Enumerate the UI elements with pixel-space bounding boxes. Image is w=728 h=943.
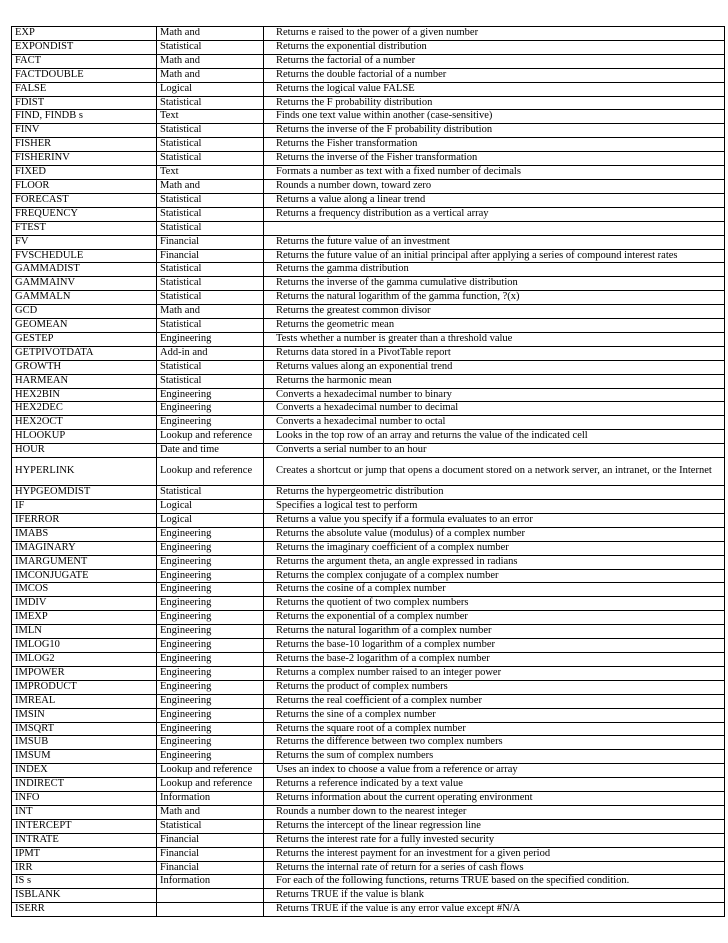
- function-name-cell: IMARGUMENT: [12, 555, 157, 569]
- function-category-cell: Engineering: [157, 527, 264, 541]
- table-row: [12, 555, 725, 569]
- function-category-cell: Lookup and reference: [157, 430, 264, 444]
- function-category-cell: Statistical: [157, 40, 264, 54]
- table-row: [12, 40, 725, 54]
- function-category-cell: Engineering: [157, 332, 264, 346]
- function-category-cell: Engineering: [157, 541, 264, 555]
- function-name-cell: IF: [12, 500, 157, 514]
- function-category-cell: Statistical: [157, 291, 264, 305]
- function-name-cell: IMSQRT: [12, 722, 157, 736]
- function-category-cell: Text: [157, 166, 264, 180]
- table-row: [12, 430, 725, 444]
- table-row: [12, 82, 725, 96]
- function-name-cell: GAMMALN: [12, 291, 157, 305]
- function-name-cell: HYPERLINK: [12, 458, 157, 486]
- function-category-cell: Statistical: [157, 486, 264, 500]
- function-description-cell: Returns data stored in a PivotTable report: [264, 346, 725, 360]
- table-row: [12, 903, 725, 917]
- table-row: [12, 166, 725, 180]
- table-row: [12, 291, 725, 305]
- table-row: [12, 736, 725, 750]
- table-row: [12, 680, 725, 694]
- function-category-cell: Statistical: [157, 374, 264, 388]
- function-name-cell: IS s: [12, 875, 157, 889]
- function-category-cell: Engineering: [157, 625, 264, 639]
- function-name-cell: GAMMAINV: [12, 277, 157, 291]
- function-description-cell: Specifies a logical test to perform: [264, 500, 725, 514]
- function-description-cell: Finds one text value within another (case-sensitive): [264, 110, 725, 124]
- function-name-cell: HEX2BIN: [12, 388, 157, 402]
- function-description-cell: Returns the exponential of a complex number: [264, 611, 725, 625]
- table-row: [12, 152, 725, 166]
- table-row: [12, 639, 725, 653]
- table-row: [12, 124, 725, 138]
- table-row: [12, 277, 725, 291]
- function-category-cell: Math and: [157, 805, 264, 819]
- table-row: [12, 263, 725, 277]
- function-name-cell: FVSCHEDULE: [12, 249, 157, 263]
- function-description-cell: Returns the inverse of the gamma cumulative distribution: [264, 277, 725, 291]
- function-category-cell: Statistical: [157, 819, 264, 833]
- function-name-cell: IMLOG2: [12, 652, 157, 666]
- function-category-cell: Math and: [157, 27, 264, 41]
- function-description-cell: Returns the inverse of the F probability distribution: [264, 124, 725, 138]
- function-description-cell: Converts a hexadecimal number to octal: [264, 416, 725, 430]
- function-description-cell: Returns the inverse of the Fisher transformation: [264, 152, 725, 166]
- function-description-cell: Returns the double factorial of a number: [264, 68, 725, 82]
- function-category-cell: Statistical: [157, 263, 264, 277]
- function-category-cell: Engineering: [157, 639, 264, 653]
- function-category-cell: Math and: [157, 305, 264, 319]
- function-category-cell: Math and: [157, 179, 264, 193]
- table-row: [12, 611, 725, 625]
- function-description-cell: Returns the square root of a complex number: [264, 722, 725, 736]
- function-category-cell: Financial: [157, 861, 264, 875]
- function-name-cell: FLOOR: [12, 179, 157, 193]
- function-name-cell: FIND, FINDB s: [12, 110, 157, 124]
- table-row: [12, 764, 725, 778]
- function-name-cell: INDIRECT: [12, 778, 157, 792]
- table-row: [12, 847, 725, 861]
- function-description-cell: Returns the harmonic mean: [264, 374, 725, 388]
- function-category-cell: Engineering: [157, 416, 264, 430]
- function-description-cell: Rounds a number down to the nearest integer: [264, 805, 725, 819]
- function-description-cell: Returns a value you specify if a formula evaluates to an error: [264, 513, 725, 527]
- table-row: [12, 833, 725, 847]
- function-name-cell: IMLN: [12, 625, 157, 639]
- table-row: [12, 458, 725, 486]
- table-row: [12, 513, 725, 527]
- function-name-cell: IMCOS: [12, 583, 157, 597]
- table-row: [12, 889, 725, 903]
- function-description-cell: Returns the cosine of a complex number: [264, 583, 725, 597]
- function-category-cell: Engineering: [157, 583, 264, 597]
- function-name-cell: HOUR: [12, 444, 157, 458]
- function-name-cell: IMREAL: [12, 694, 157, 708]
- function-name-cell: GAMMADIST: [12, 263, 157, 277]
- table-row: [12, 346, 725, 360]
- function-description-cell: Returns the natural logarithm of a complex number: [264, 625, 725, 639]
- function-description-cell: Returns e raised to the power of a given number: [264, 27, 725, 41]
- function-description-cell: Returns TRUE if the value is blank: [264, 889, 725, 903]
- function-description-cell: Returns the internal rate of return for a series of cash flows: [264, 861, 725, 875]
- function-description-cell: Returns the gamma distribution: [264, 263, 725, 277]
- table-row: [12, 708, 725, 722]
- function-description-cell: Returns the future value of an initial principal after applying a series of compound interest rates: [264, 249, 725, 263]
- function-name-cell: IMABS: [12, 527, 157, 541]
- table-row: [12, 416, 725, 430]
- function-category-cell: Math and: [157, 54, 264, 68]
- function-category-cell: Information: [157, 875, 264, 889]
- function-name-cell: IMLOG10: [12, 639, 157, 653]
- function-name-cell: INTRATE: [12, 833, 157, 847]
- function-category-cell: Engineering: [157, 652, 264, 666]
- table-row: [12, 193, 725, 207]
- function-name-cell: HARMEAN: [12, 374, 157, 388]
- function-category-cell: Lookup and reference: [157, 764, 264, 778]
- table-row: [12, 750, 725, 764]
- function-name-cell: FINV: [12, 124, 157, 138]
- function-name-cell: FREQUENCY: [12, 207, 157, 221]
- function-description-cell: Converts a hexadecimal number to binary: [264, 388, 725, 402]
- function-description-cell: Returns the greatest common divisor: [264, 305, 725, 319]
- table-row: [12, 805, 725, 819]
- function-description-cell: Returns the sum of complex numbers: [264, 750, 725, 764]
- function-name-cell: GCD: [12, 305, 157, 319]
- function-name-cell: ISERR: [12, 903, 157, 917]
- function-description-cell: Returns the intercept of the linear regression line: [264, 819, 725, 833]
- table-row: [12, 861, 725, 875]
- table-row: [12, 527, 725, 541]
- function-name-cell: INFO: [12, 792, 157, 806]
- function-category-cell: Logical: [157, 82, 264, 96]
- function-category-cell: Text: [157, 110, 264, 124]
- function-category-cell: Statistical: [157, 319, 264, 333]
- function-name-cell: IRR: [12, 861, 157, 875]
- function-description-cell: Returns the future value of an investment: [264, 235, 725, 249]
- table-row: [12, 319, 725, 333]
- table-row: [12, 138, 725, 152]
- function-category-cell: Financial: [157, 847, 264, 861]
- table-row: [12, 207, 725, 221]
- function-description-cell: Returns the quotient of two complex numbers: [264, 597, 725, 611]
- table-row: [12, 583, 725, 597]
- table-row: [12, 694, 725, 708]
- function-category-cell: Lookup and reference: [157, 778, 264, 792]
- function-name-cell: GROWTH: [12, 360, 157, 374]
- function-description-cell: Returns the sine of a complex number: [264, 708, 725, 722]
- function-category-cell: Financial: [157, 235, 264, 249]
- function-description-cell: Returns the interest rate for a fully invested security: [264, 833, 725, 847]
- function-name-cell: IMSUM: [12, 750, 157, 764]
- function-category-cell: [157, 903, 264, 917]
- function-category-cell: Statistical: [157, 277, 264, 291]
- table-row: [12, 249, 725, 263]
- table-row: [12, 792, 725, 806]
- function-name-cell: ISBLANK: [12, 889, 157, 903]
- function-name-cell: HLOOKUP: [12, 430, 157, 444]
- function-description-cell: Returns the hypergeometric distribution: [264, 486, 725, 500]
- table-row: [12, 444, 725, 458]
- table-row: [12, 179, 725, 193]
- function-name-cell: INDEX: [12, 764, 157, 778]
- function-description-cell: Returns the argument theta, an angle expressed in radians: [264, 555, 725, 569]
- function-category-cell: Engineering: [157, 388, 264, 402]
- function-description-cell: Looks in the top row of an array and returns the value of the indicated cell: [264, 430, 725, 444]
- table-row: [12, 388, 725, 402]
- function-name-cell: GEOMEAN: [12, 319, 157, 333]
- function-name-cell: HEX2OCT: [12, 416, 157, 430]
- function-category-cell: Financial: [157, 249, 264, 263]
- function-category-cell: Math and: [157, 68, 264, 82]
- function-category-cell: Engineering: [157, 555, 264, 569]
- function-name-cell: INTERCEPT: [12, 819, 157, 833]
- function-description-cell: Returns the factorial of a number: [264, 54, 725, 68]
- table-row: [12, 221, 725, 235]
- function-description-cell: Returns the geometric mean: [264, 319, 725, 333]
- function-name-cell: FISHER: [12, 138, 157, 152]
- table-row: [12, 235, 725, 249]
- function-description-cell: Returns the interest payment for an investment for a given period: [264, 847, 725, 861]
- function-name-cell: IFERROR: [12, 513, 157, 527]
- function-name-cell: FACTDOUBLE: [12, 68, 157, 82]
- table-row: [12, 569, 725, 583]
- function-category-cell: Engineering: [157, 611, 264, 625]
- function-table-body: [12, 27, 725, 917]
- function-category-cell: [157, 889, 264, 903]
- function-category-cell: Engineering: [157, 736, 264, 750]
- function-name-cell: FORECAST: [12, 193, 157, 207]
- function-name-cell: FISHERINV: [12, 152, 157, 166]
- function-category-cell: Engineering: [157, 680, 264, 694]
- function-description-cell: Converts a serial number to an hour: [264, 444, 725, 458]
- function-name-cell: FALSE: [12, 82, 157, 96]
- function-category-cell: Financial: [157, 833, 264, 847]
- function-description-cell: Returns a frequency distribution as a vertical array: [264, 207, 725, 221]
- function-description-cell: Returns a complex number raised to an integer power: [264, 666, 725, 680]
- function-description-cell: Converts a hexadecimal number to decimal: [264, 402, 725, 416]
- function-description-cell: Returns the real coefficient of a complex number: [264, 694, 725, 708]
- function-description-cell: Returns a value along a linear trend: [264, 193, 725, 207]
- function-category-cell: Date and time: [157, 444, 264, 458]
- table-row: [12, 68, 725, 82]
- function-description-cell: Returns the base-2 logarithm of a complex number: [264, 652, 725, 666]
- function-name-cell: IMPRODUCT: [12, 680, 157, 694]
- function-category-cell: Engineering: [157, 597, 264, 611]
- function-name-cell: IMCONJUGATE: [12, 569, 157, 583]
- function-name-cell: IMSIN: [12, 708, 157, 722]
- table-row: [12, 96, 725, 110]
- function-description-cell: Uses an index to choose a value from a reference or array: [264, 764, 725, 778]
- function-description-cell: Returns the absolute value (modulus) of a complex number: [264, 527, 725, 541]
- function-name-cell: EXP: [12, 27, 157, 41]
- function-description-cell: Returns the Fisher transformation: [264, 138, 725, 152]
- function-name-cell: IMDIV: [12, 597, 157, 611]
- function-description-cell: Rounds a number down, toward zero: [264, 179, 725, 193]
- table-row: [12, 500, 725, 514]
- function-description-cell: [264, 221, 725, 235]
- table-row: [12, 875, 725, 889]
- table-row: [12, 27, 725, 41]
- function-description-cell: For each of the following functions, returns TRUE based on the specified condition.: [264, 875, 725, 889]
- table-row: [12, 360, 725, 374]
- table-row: [12, 597, 725, 611]
- function-category-cell: Logical: [157, 500, 264, 514]
- function-description-cell: Returns the natural logarithm of the gamma function, ?(x): [264, 291, 725, 305]
- function-category-cell: Engineering: [157, 569, 264, 583]
- function-category-cell: Engineering: [157, 750, 264, 764]
- function-name-cell: HYPGEOMDIST: [12, 486, 157, 500]
- table-row: [12, 54, 725, 68]
- function-table: [11, 26, 725, 917]
- function-name-cell: IMPOWER: [12, 666, 157, 680]
- function-description-cell: Returns the imaginary coefficient of a complex number: [264, 541, 725, 555]
- function-description-cell: Returns the product of complex numbers: [264, 680, 725, 694]
- function-description-cell: Formats a number as text with a fixed number of decimals: [264, 166, 725, 180]
- function-name-cell: GETPIVOTDATA: [12, 346, 157, 360]
- function-category-cell: Statistical: [157, 360, 264, 374]
- function-description-cell: Returns the base-10 logarithm of a complex number: [264, 639, 725, 653]
- function-category-cell: Engineering: [157, 666, 264, 680]
- function-name-cell: HEX2DEC: [12, 402, 157, 416]
- function-name-cell: FACT: [12, 54, 157, 68]
- function-name-cell: FDIST: [12, 96, 157, 110]
- function-description-cell: Returns the F probability distribution: [264, 96, 725, 110]
- function-description-cell: Returns the complex conjugate of a complex number: [264, 569, 725, 583]
- function-description-cell: Returns the difference between two complex numbers: [264, 736, 725, 750]
- function-name-cell: FIXED: [12, 166, 157, 180]
- function-category-cell: Statistical: [157, 124, 264, 138]
- table-row: [12, 819, 725, 833]
- table-row: [12, 110, 725, 124]
- function-description-cell: Returns TRUE if the value is any error value except #N/A: [264, 903, 725, 917]
- function-name-cell: FTEST: [12, 221, 157, 235]
- function-category-cell: Logical: [157, 513, 264, 527]
- function-name-cell: FV: [12, 235, 157, 249]
- function-name-cell: IPMT: [12, 847, 157, 861]
- function-category-cell: Statistical: [157, 193, 264, 207]
- function-description-cell: Creates a shortcut or jump that opens a document stored on a network server, an intranet, or the Internet: [264, 458, 725, 486]
- function-description-cell: Returns the exponential distribution: [264, 40, 725, 54]
- table-row: [12, 402, 725, 416]
- function-description-cell: Returns the logical value FALSE: [264, 82, 725, 96]
- function-category-cell: Statistical: [157, 152, 264, 166]
- function-category-cell: Add-in and: [157, 346, 264, 360]
- function-description-cell: Returns a reference indicated by a text value: [264, 778, 725, 792]
- function-category-cell: Lookup and reference: [157, 458, 264, 486]
- table-row: [12, 778, 725, 792]
- function-description-cell: Returns values along an exponential trend: [264, 360, 725, 374]
- function-name-cell: EXPONDIST: [12, 40, 157, 54]
- function-name-cell: GESTEP: [12, 332, 157, 346]
- table-row: [12, 332, 725, 346]
- function-category-cell: Information: [157, 792, 264, 806]
- function-name-cell: IMEXP: [12, 611, 157, 625]
- function-name-cell: INT: [12, 805, 157, 819]
- table-row: [12, 374, 725, 388]
- table-row: [12, 486, 725, 500]
- function-category-cell: Engineering: [157, 722, 264, 736]
- function-category-cell: Statistical: [157, 207, 264, 221]
- function-name-cell: IMSUB: [12, 736, 157, 750]
- function-category-cell: Engineering: [157, 694, 264, 708]
- function-name-cell: IMAGINARY: [12, 541, 157, 555]
- function-description-cell: Returns information about the current operating environment: [264, 792, 725, 806]
- function-description-cell: Tests whether a number is greater than a threshold value: [264, 332, 725, 346]
- function-category-cell: Statistical: [157, 96, 264, 110]
- function-category-cell: Engineering: [157, 402, 264, 416]
- table-row: [12, 305, 725, 319]
- table-row: [12, 625, 725, 639]
- table-row: [12, 722, 725, 736]
- function-category-cell: Engineering: [157, 708, 264, 722]
- table-row: [12, 541, 725, 555]
- table-row: [12, 652, 725, 666]
- table-row: [12, 666, 725, 680]
- function-category-cell: Statistical: [157, 221, 264, 235]
- function-category-cell: Statistical: [157, 138, 264, 152]
